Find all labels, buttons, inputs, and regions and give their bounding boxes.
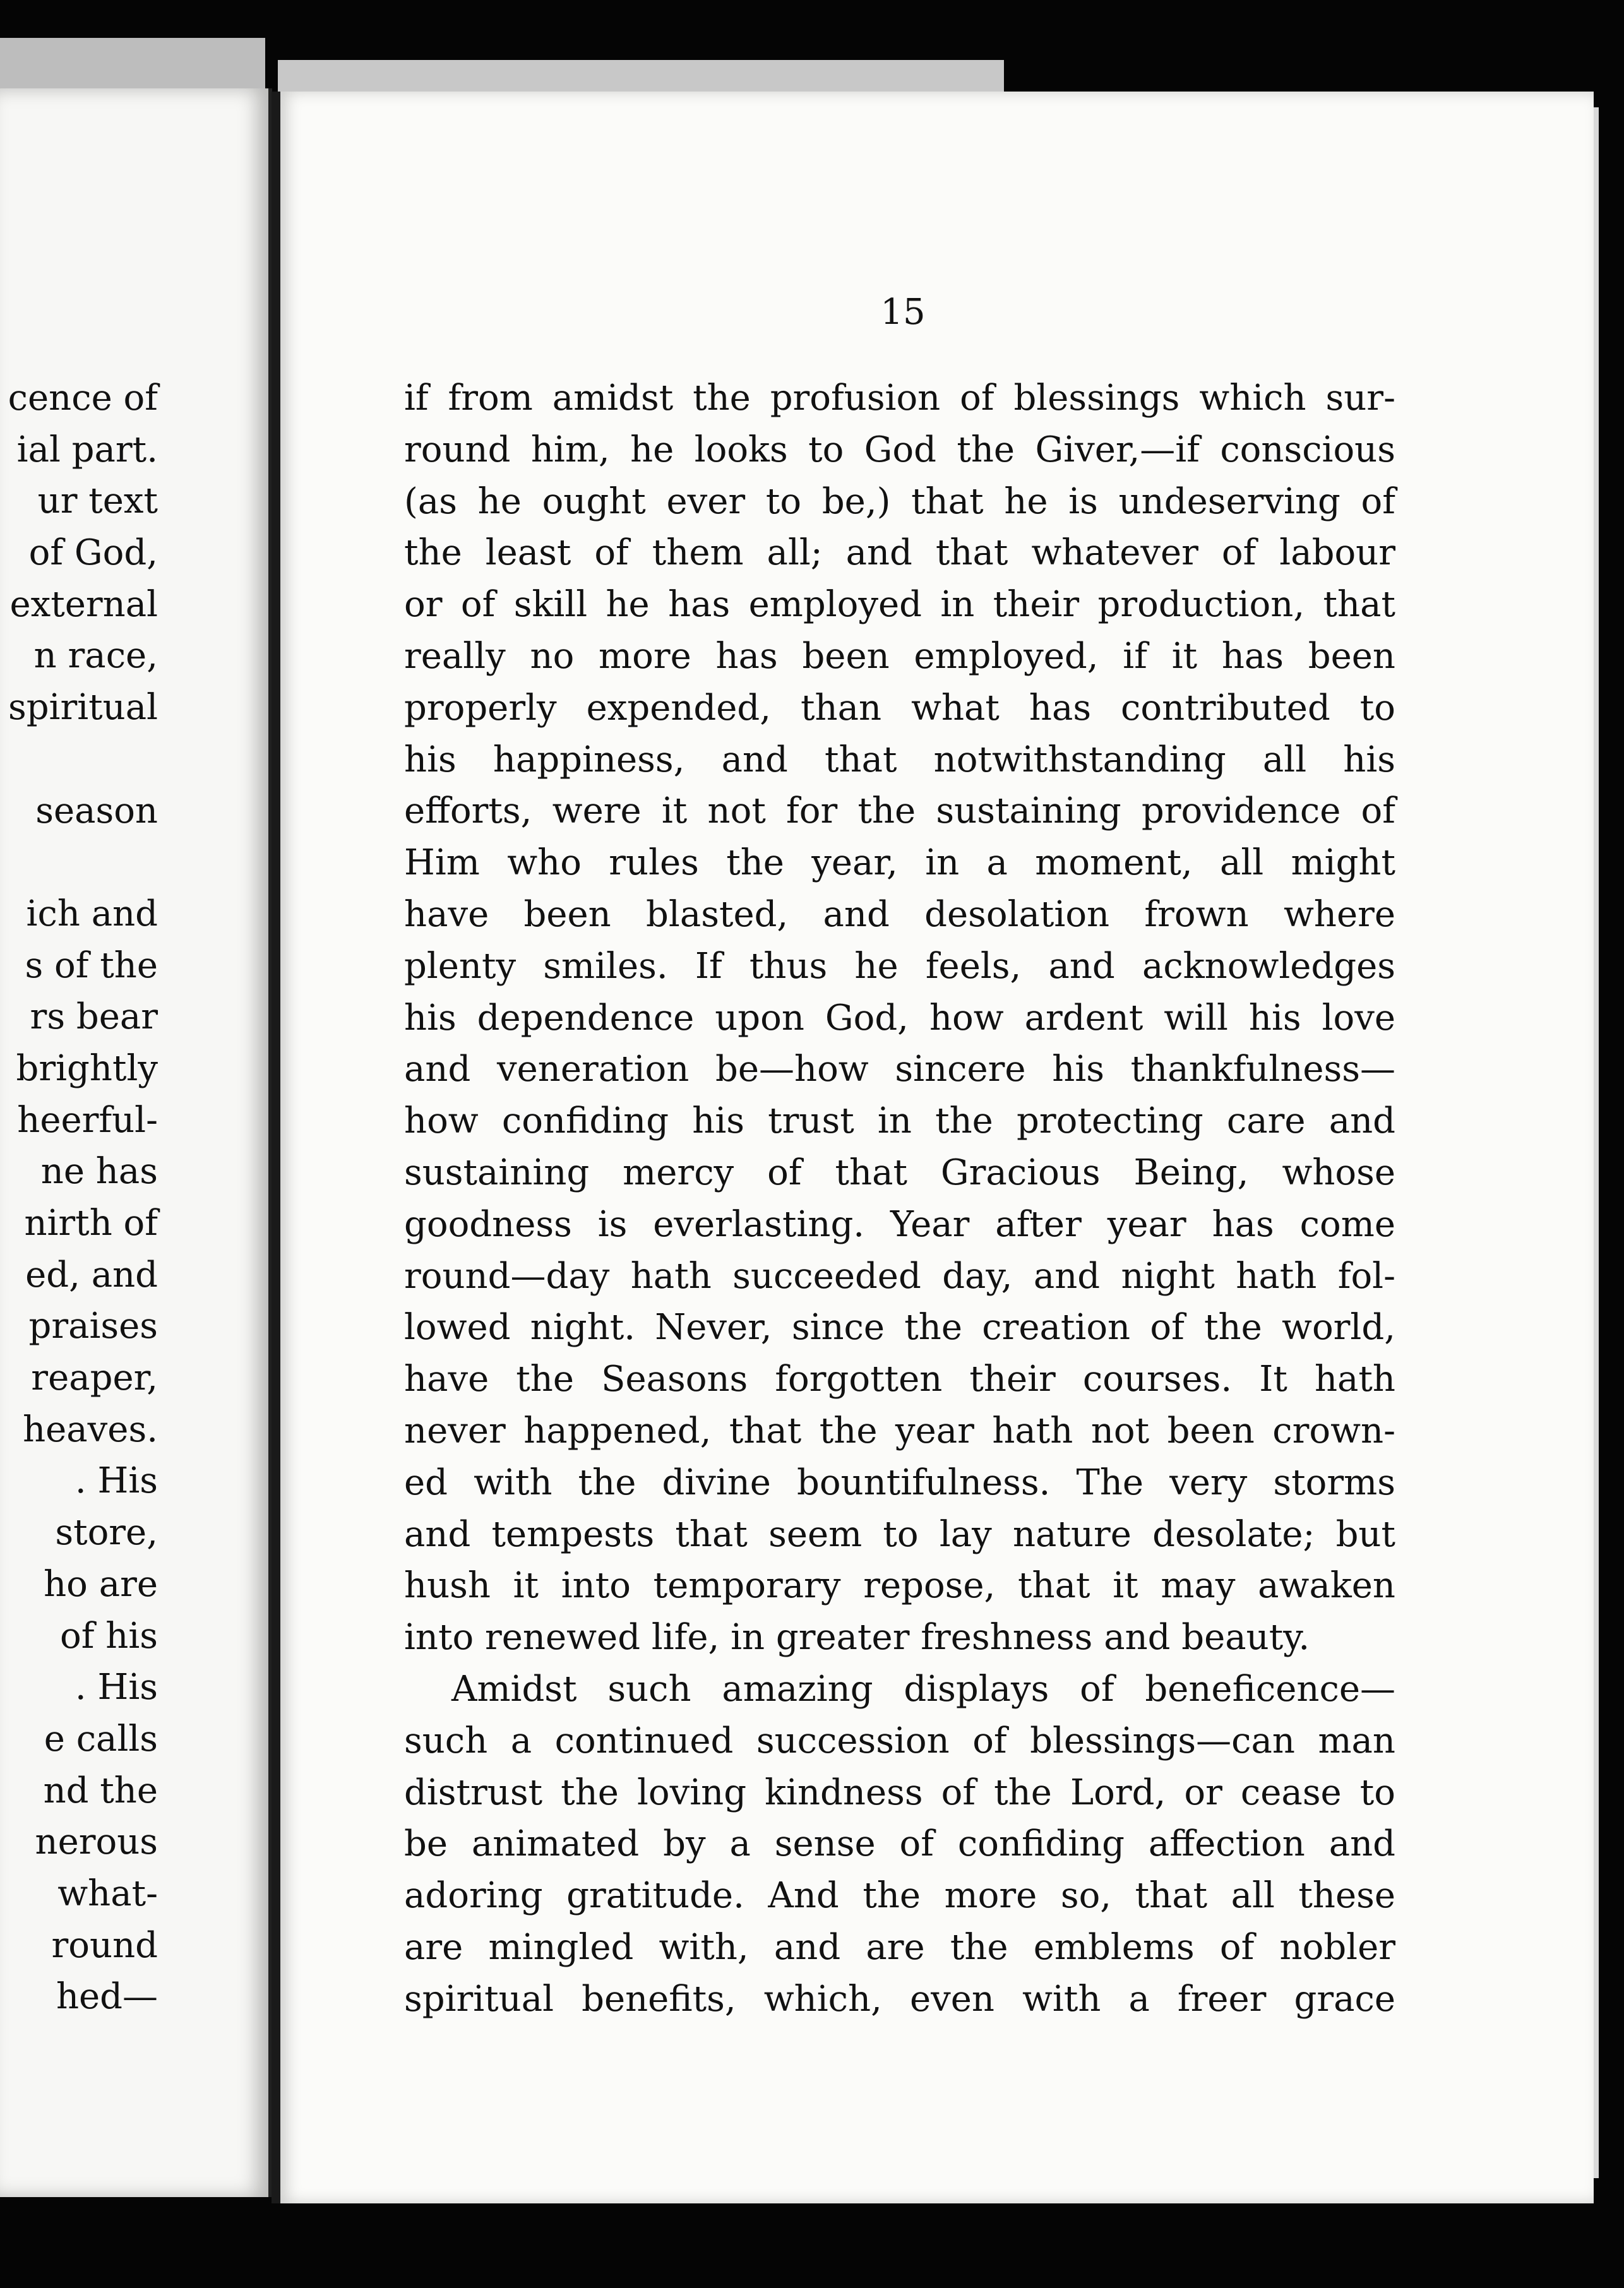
body-text-line: (as he ought ever to be,) that he is undeserving of [404,480,1395,522]
body-text-line: his dependence upon God, how ardent will his love [404,997,1395,1039]
body-text-line: hush it into temporary repose, that it may awaken [404,1565,1395,1607]
body-text-line: have the Seasons forgotten their courses. It hath [404,1359,1395,1400]
left-page-line: of God, [28,532,158,574]
left-page-line [8,837,158,888]
body-text-line: if from amidst the profusion of blessings which sur- [404,378,1395,419]
left-page-line: ial part. [16,429,158,470]
body-text-line: into renewed life, in greater freshness and beauty. [404,1617,1310,1659]
body-text-line: such a continued succession of blessings—can man [404,1720,1395,1761]
left-page-line: hed— [56,1976,158,2018]
body-text-line: are mingled with, and are the emblems of nobler [404,1926,1395,1968]
left-page-line: season [35,790,158,831]
left-page-line [8,734,158,785]
body-text-line: the least of them all; and that whatever of labour [404,532,1395,574]
left-page-line: s of the [25,944,158,986]
left-page-line: of his [60,1615,158,1657]
body-text-line: sustaining mercy of that Gracious Being, whose [404,1152,1395,1193]
left-page-text [8,372,158,2023]
body-text-line: plenty smiles. If thus he feels, and acknowledges [404,945,1395,987]
left-page-line: praises [28,1306,158,1347]
body-text-line: never happened, that the year hath not been crown- [404,1410,1395,1451]
left-page-line: ich and [26,893,158,934]
left-page-line: store, [55,1512,158,1554]
left-page-line: heaves. [23,1409,158,1450]
left-page-line: ne has [40,1151,158,1193]
body-text-line: really no more has been employed, if it has been [404,635,1395,677]
left-page-line: nerous [35,1821,158,1863]
body-text-line: round him, he looks to God the Giver,—if conscious [404,429,1395,470]
left-page-line: nd the [43,1770,158,1811]
left-page-line: what- [57,1873,158,1914]
left-page-line: cence of [8,378,158,419]
body-text-line: Him who rules the year, in a moment, all might [404,842,1395,884]
left-page-line: . His [75,1667,158,1708]
left-page-line: reaper, [31,1357,158,1399]
left-page-line: . His [75,1460,158,1502]
body-text-line: ed with the divine bountifulness. The very storms [404,1462,1395,1503]
body-text-line: be animated by a sense of confiding affection and [404,1823,1395,1865]
body-text [404,372,1395,2025]
left-page-line: brightly [16,1047,158,1089]
left-page-line: n race, [33,635,158,677]
body-text-line: goodness is everlasting. Year after year has come [404,1203,1395,1245]
body-text-line: his happiness, and that notwithstanding all his [404,739,1395,780]
body-text-line: and tempests that seem to lay nature desolate; but [404,1513,1395,1555]
left-page-line: ed, and [25,1254,158,1296]
body-text-line: how confiding his trust in the protecting care and [404,1100,1395,1142]
left-page-line: e calls [44,1718,158,1760]
body-text-line: or of skill he has employed in their production, that [404,584,1395,626]
left-page-line: ho are [44,1563,158,1605]
left-page-line: heerful- [17,1099,158,1141]
body-text-line: round—day hath succeeded day, and night hath fol- [404,1255,1395,1297]
body-text-line: and veneration be—how sincere his thankfulness— [404,1049,1395,1090]
left-page [0,88,272,2197]
left-page-line: nirth of [24,1203,158,1244]
page-number: 15 [880,292,926,333]
body-text-line: spiritual benefits, which, even with a freer grace [404,1978,1395,2020]
body-text-line: lowed night. Never, since the creation of the world, [404,1307,1395,1349]
left-page-line: rs bear [30,996,158,1038]
body-text-line: have been blasted, and desolation frown where [404,893,1395,935]
body-text-line: efforts, were it not for the sustaining providence of [404,790,1395,832]
body-text-line: adoring gratitude. And the more so, that all these [404,1875,1395,1917]
left-page-top-edge [0,38,265,95]
left-page-line: external [9,583,158,625]
left-page-line: round [51,1924,158,1966]
body-text-line: distrust the loving kindness of the Lord, or cease to [404,1772,1395,1813]
left-page-line: ur text [37,480,158,522]
body-text-line: properly expended, than what has contributed to [404,687,1395,729]
left-page-line: spiritual [8,687,158,729]
body-text-line: Amidst such amazing displays of beneficence— [451,1668,1395,1710]
